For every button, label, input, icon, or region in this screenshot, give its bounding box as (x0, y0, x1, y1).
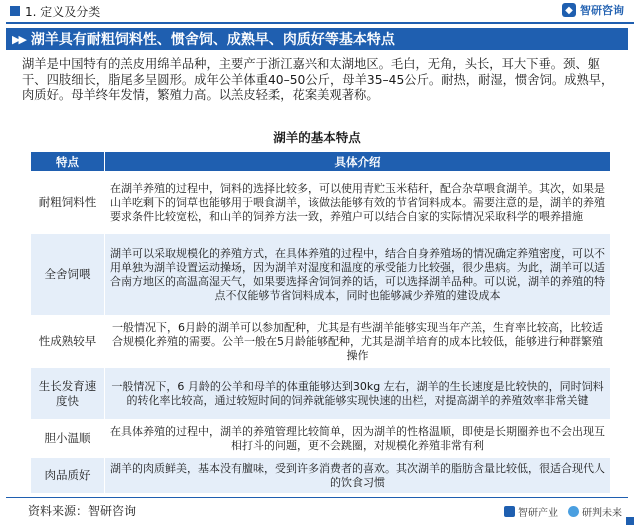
intro-paragraph: 湖羊是中国特有的羔皮用绵羊品种，主要产于浙江嘉兴和太湖地区。毛白，无角，头长，耳大下垂。颈、躯干、四肢细长，脂尾多呈圆形。成年公羊体重40–50公斤，母羊35–45公斤。耐热，耐湿，惯舍饲。成熟早，肉质好。母羊终年发情，繁殖力高。以羔皮轻柔，花案美观著称。 (22, 57, 614, 102)
table-row (31, 420, 611, 458)
header-feature: 特点 (31, 152, 105, 172)
brand-icon (504, 506, 515, 517)
header-description: 具体介绍 (105, 152, 611, 172)
footer-divider (6, 497, 628, 498)
table-title: 湖羊的基本特点 (273, 130, 361, 145)
section-title: 1. 定义及分类 (25, 5, 101, 19)
globe-icon (568, 506, 579, 517)
footer-logo-1-text: 智研产业 (518, 508, 558, 519)
feature-description: 湖羊的肉质鲜美，基本没有膻味，受到许多消费者的喜欢。其次湖羊的脂肪含量比较低，很适合现代人的饮食习惯 (105, 458, 611, 494)
logo-text: 智研咨询 (580, 4, 624, 17)
table-row (31, 368, 611, 420)
footer-logo-2-text: 研判未来 (582, 508, 622, 519)
data-source: 资料来源：智研咨询 (28, 504, 137, 518)
table-row (31, 234, 611, 316)
brand-logo (562, 2, 624, 18)
feature-name: 耐粗饲料性 (31, 172, 105, 234)
table-row (31, 172, 611, 234)
feature-description: 在具体养殖的过程中，湖羊的养殖管理比较简单，因为湖羊的性格温顺，即使是长期圈养也不会出现互相打斗的问题，更不会跳圈，对规模化养殖非常有利 (105, 420, 611, 458)
feature-description: 湖羊可以采取规模化的养殖方式，在具体养殖的过程中，结合自身养殖场的情况确定养殖密度，可以不用单独为湖羊设置运动操场，因为湖羊对湿度和温度的承受能力比较强，很少患病。为此，湖羊可以适合南方地区的高温高湿天气，如果要选择舍饲饲养的话，可以选择湖羊品种。可以说，湖羊的养殖的特点不仅能够节省饲料成本，同时也能够减少养殖的建设成本 (105, 234, 611, 316)
arrows-icon: ▶▶ (12, 32, 25, 46)
feature-description: 一般情况下，6 月龄的公羊和母羊的体重能够达到30kg 左右，湖羊的生长速度是比较快的，同时饲料的转化率比较高，通过较短时间的饲养就能够实现快速的出栏，对提高湖羊的养殖效率非常关键 (105, 368, 611, 420)
table-header-row (31, 152, 611, 172)
footer-logo-1 (504, 504, 558, 519)
section-marker (10, 6, 20, 16)
table-row (31, 316, 611, 368)
feature-description: 一般情况下，6月龄的湖羊可以参加配种，尤其是有些湖羊能够实现当年产羔，生育率比较高，比较适合规模化养殖的需要。公羊一般在5月龄能够配种，尤其是湖羊培育的成本比较低，能够进行种群繁殖操作 (105, 316, 611, 368)
page-header (0, 0, 634, 26)
feature-name: 肉品质好 (31, 458, 105, 494)
feature-description: 在湖羊养殖的过程中，饲料的选择比较多，可以使用青贮玉米秸秆，配合杂草喂食湖羊。其次，如果是山羊吃剩下的饲草也能够用于喂食湖羊，该做法能够有效的节省饲料成本。需要注意的是，湖羊的养殖要求条件比较宽松，和山羊的饲养方法一致，养殖户可以结合自家的实际情况采取科学的喂养措施 (105, 172, 611, 234)
table-row (31, 458, 611, 494)
corner-accent (626, 517, 634, 525)
footer-logo-2 (568, 504, 622, 519)
header-divider (6, 22, 634, 24)
feature-name: 全舍饲喂 (31, 234, 105, 316)
banner-title: 湖羊具有耐粗饲料性、惯舍饲、成熟早、肉质好等基本特点 (30, 32, 395, 48)
feature-name: 性成熟较早 (31, 316, 105, 368)
features-table (30, 151, 611, 494)
feature-name: 生长发育速度快 (31, 368, 105, 420)
footer-logos (504, 504, 622, 519)
feature-name: 胆小温顺 (31, 420, 105, 458)
logo-icon: ◆ (562, 3, 576, 17)
title-banner (6, 28, 628, 50)
